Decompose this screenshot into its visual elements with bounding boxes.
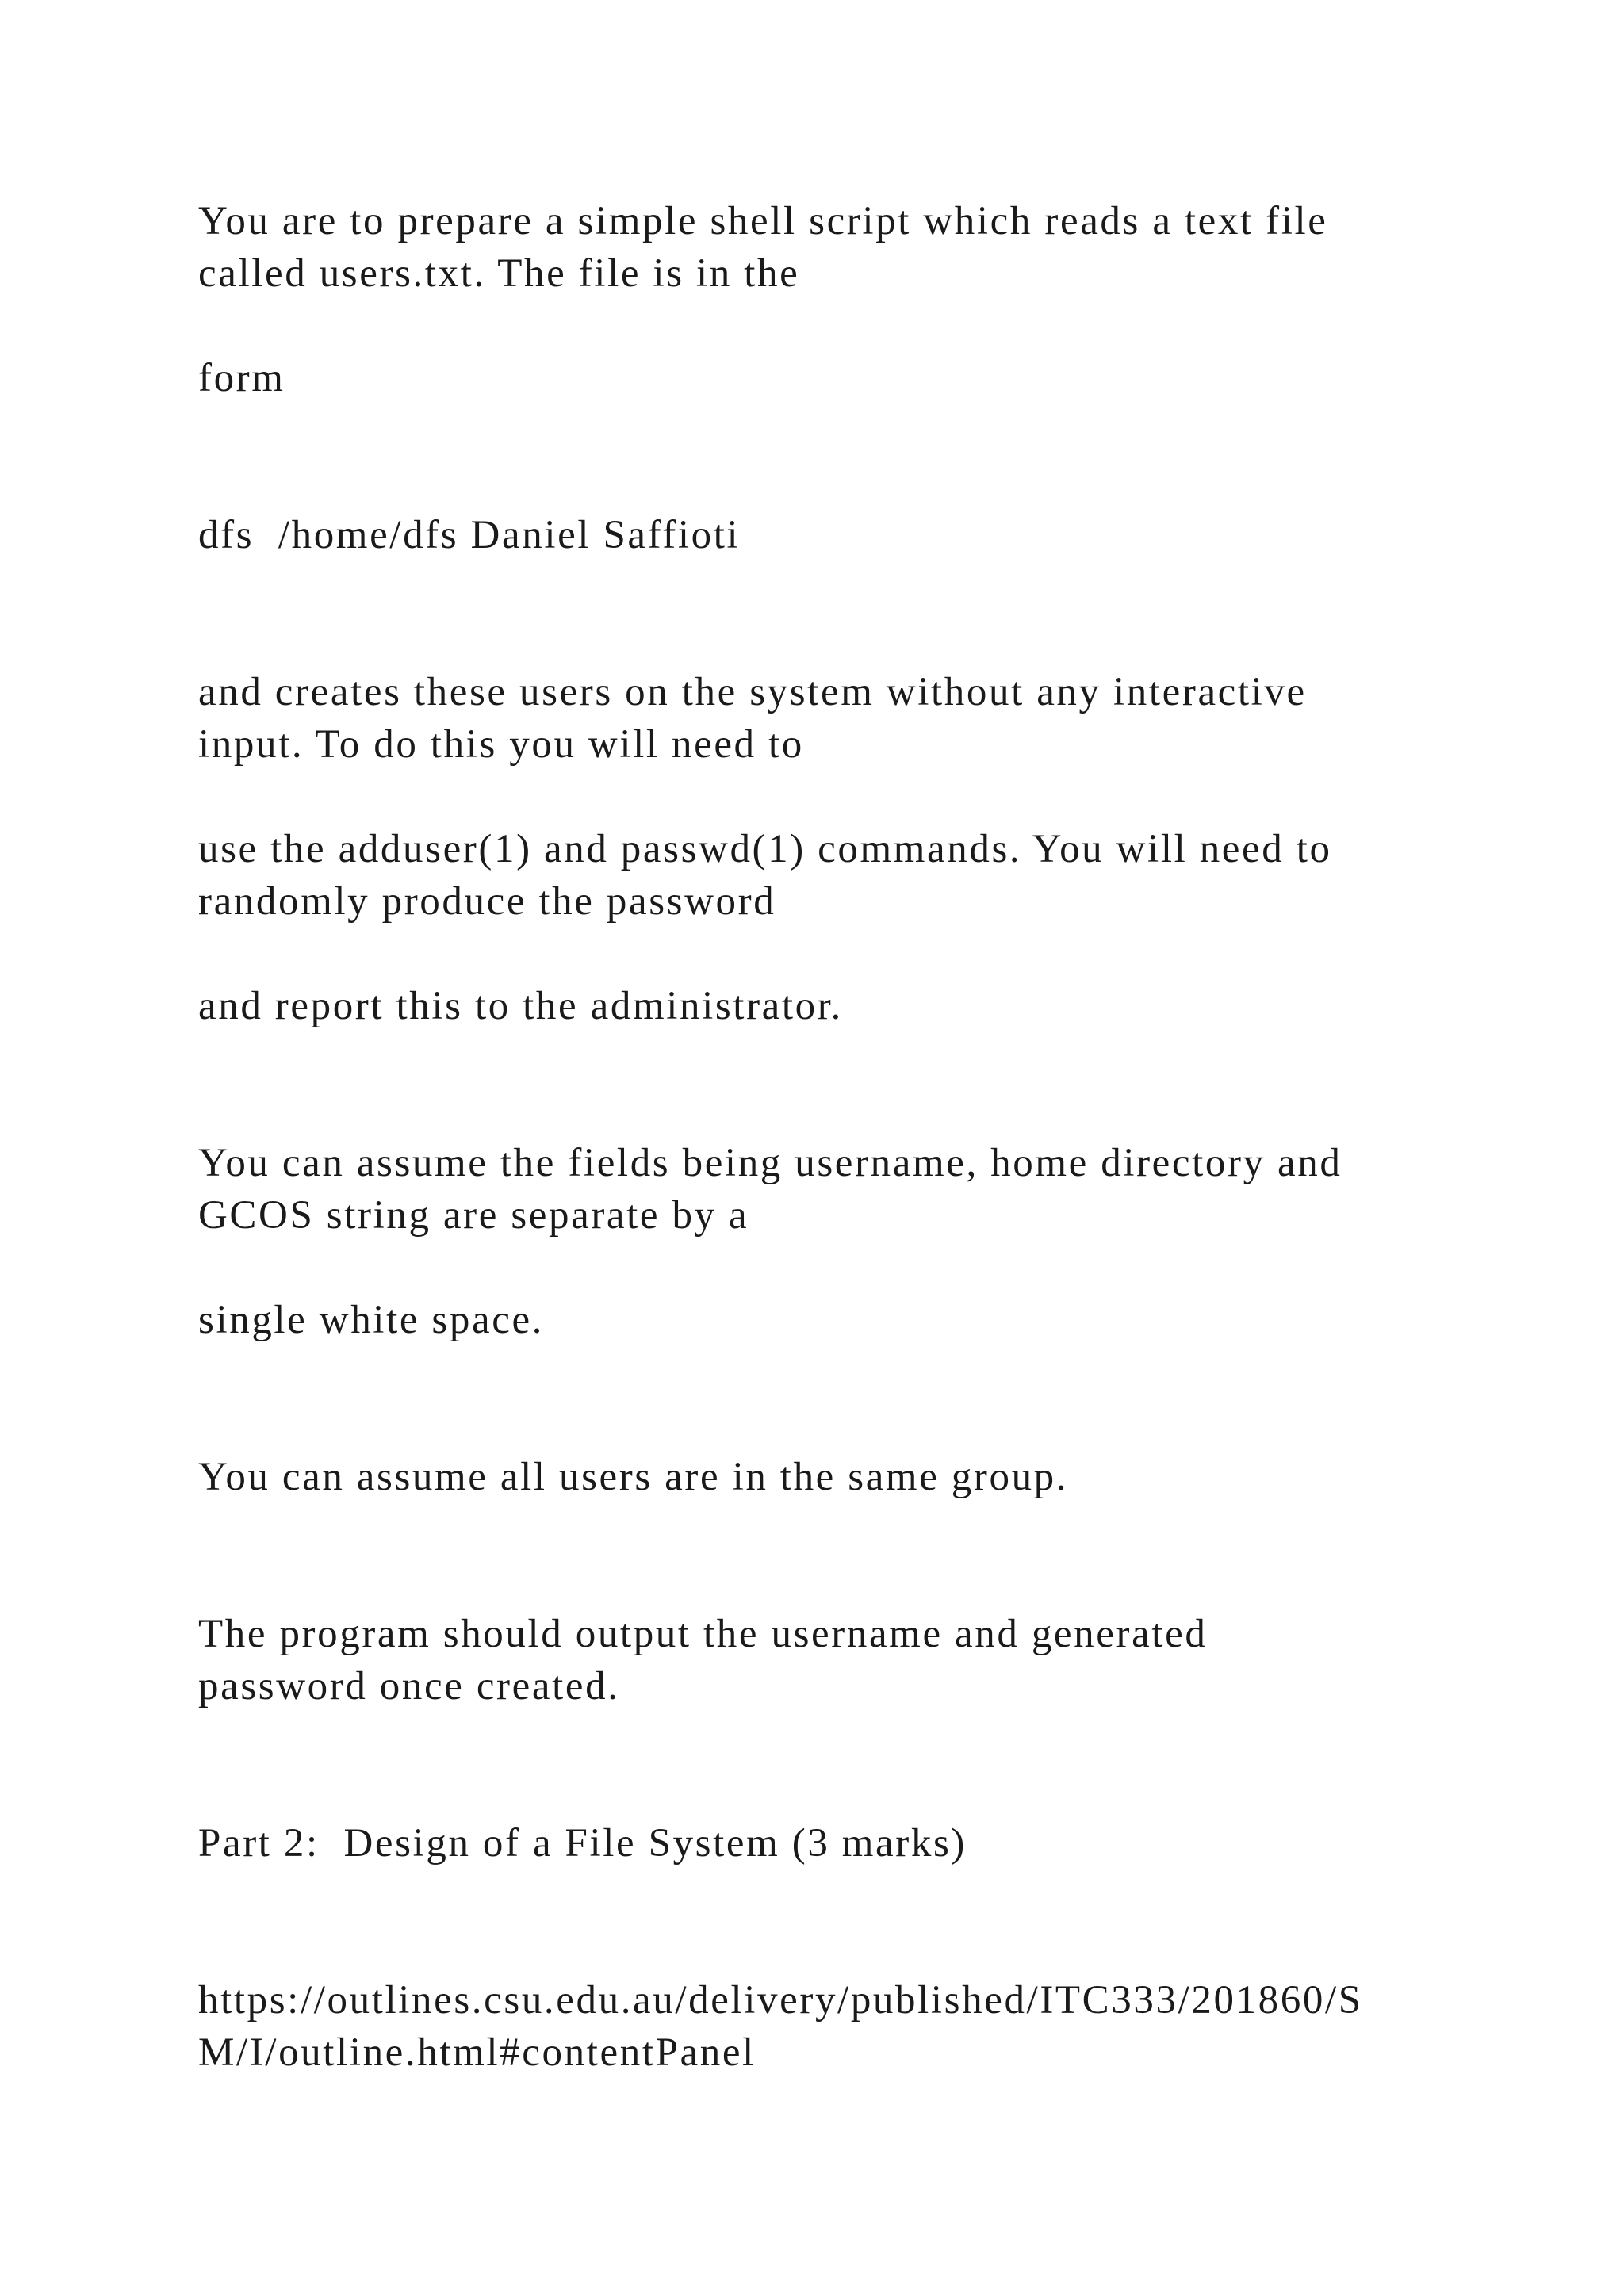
part2-heading: Part 2: Design of a File System (3 marks) <box>198 1821 967 1866</box>
creates-line-2: input. To do this you will need to <box>198 722 804 767</box>
intro-line-1: You are to prepare a simple shell script which reads a text file <box>198 199 1328 243</box>
outline-url-line-1: https://outlines.csu.edu.au/delivery/published/ITC333/201860/S <box>198 1978 1363 2022</box>
output-line-2: password once created. <box>198 1664 620 1709</box>
commands-line-1: use the adduser(1) and passwd(1) commands. You will need to <box>198 827 1332 871</box>
commands-line-2: randomly produce the password <box>198 879 776 924</box>
outline-url-line-2: M/I/outline.html#contentPanel <box>198 2030 756 2075</box>
intro-line-2: called users.txt. The file is in the <box>198 251 800 296</box>
fields-line-1: You can assume the fields being username, home directory and <box>198 1141 1342 1185</box>
report-line: and report this to the administrator. <box>198 984 843 1028</box>
group-line: You can assume all users are in the same group. <box>198 1455 1069 1499</box>
fields-line-2: GCOS string are separate by a <box>198 1193 749 1238</box>
form-label: form <box>198 356 285 400</box>
whitespace-line: single white space. <box>198 1298 545 1342</box>
example-record: dfs /home/dfs Daniel Saffioti <box>198 513 741 557</box>
output-line-1: The program should output the username and generated <box>198 1612 1208 1656</box>
creates-line-1: and creates these users on the system without any interactive <box>198 670 1307 714</box>
